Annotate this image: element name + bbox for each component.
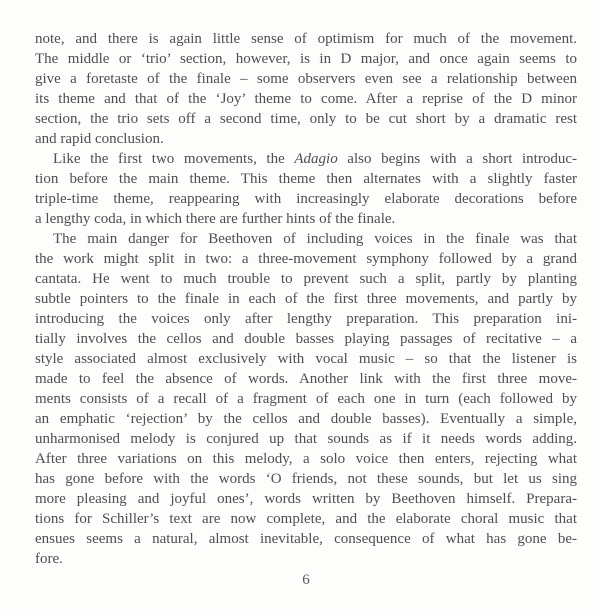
text-segment: introducing the voices only after lengthy preparation. This preparation ini-	[35, 311, 577, 327]
text-segment: note, and there is again little sense of optimism for much of the movement.	[35, 31, 577, 47]
text-line	[35, 109, 577, 129]
text-segment: section, the trio sets off a second time, only to be cut short by a dramatic rest	[35, 111, 577, 127]
text-line	[35, 549, 577, 569]
italic-text-segment: Adagio	[294, 151, 338, 167]
text-segment: its theme and that of the ‘Joy’ theme to come. After a reprise of the D minor	[35, 91, 577, 107]
text-line	[35, 309, 577, 329]
text-line	[35, 69, 577, 89]
text-line	[35, 189, 577, 209]
text-segment: tions for Schiller’s text are now complete, and the elaborate choral music that	[35, 511, 577, 527]
text-line	[35, 209, 577, 229]
text-line	[35, 169, 577, 189]
text-line	[35, 469, 577, 489]
text-line	[35, 129, 577, 149]
text-line	[35, 89, 577, 109]
page-number: 6	[302, 572, 310, 588]
text-segment: also begins with a short introduc-	[337, 151, 577, 167]
text-line	[35, 349, 577, 369]
text-line	[35, 389, 577, 409]
text-line	[35, 449, 577, 469]
text-segment: style associated almost exclusively with vocal music – so that the listener is	[35, 351, 577, 367]
text-line	[35, 529, 577, 549]
text-segment: subtle pointers to the finale in each of the first three movements, and partly by	[35, 291, 577, 307]
text-segment: tially involves the cellos and double basses playing passages of recitative – a	[35, 331, 577, 347]
text-segment: cantata. He went to much trouble to prevent such a split, partly by planting	[35, 271, 577, 287]
text-segment: ments consists of a recall of a fragment of each one in turn (each followed by	[35, 391, 577, 407]
text-segment: has gone before with the words ‘O friends, not these sounds, but let us sing	[35, 471, 577, 487]
text-line	[35, 329, 577, 349]
text-line	[35, 269, 577, 289]
text-line	[35, 369, 577, 389]
text-line	[35, 229, 577, 249]
text-segment: a lengthy coda, in which there are further hints of the finale.	[35, 211, 396, 227]
text-segment: give a foretaste of the finale – some observers even see a relationship between	[35, 71, 577, 87]
text-line	[35, 429, 577, 449]
text-segment: triple-time theme, reappearing with increasingly elaborate decorations before	[35, 191, 577, 207]
text-line	[35, 489, 577, 509]
text-segment: and rapid conclusion.	[35, 131, 164, 147]
body-text	[35, 29, 577, 569]
text-segment: After three variations on this melody, a solo voice then enters, rejecting what	[35, 451, 577, 467]
text-segment: The middle or ‘trio’ section, however, is in D major, and once again seems to	[35, 51, 577, 67]
text-line	[35, 509, 577, 529]
text-segment: unharmonised melody is conjured up that sounds as if it needs words adding.	[35, 431, 577, 447]
text-line	[35, 29, 577, 49]
text-segment: The main danger for Beethoven of including voices in the finale was that	[53, 231, 577, 247]
text-segment: the work might split in two: a three-movement symphony followed by a grand	[35, 251, 577, 267]
text-segment: tion before the main theme. This theme then alternates with a slightly faster	[35, 171, 577, 187]
text-line	[35, 249, 577, 269]
text-segment: more pleasing and joyful ones’, words written by Beethoven himself. Prepara-	[35, 491, 577, 507]
text-segment: Like the first two movements, the	[53, 151, 295, 167]
text-segment: an emphatic ‘rejection’ by the cellos and double basses). Eventually a simple,	[35, 411, 577, 427]
text-line	[35, 289, 577, 309]
text-segment: ensues seems a natural, almost inevitable, consequence of what has gone be-	[35, 531, 577, 547]
text-segment: made to feel the absence of words. Another link with the first three move-	[35, 371, 577, 387]
text-line	[35, 409, 577, 429]
text-line	[35, 149, 577, 169]
text-segment: fore.	[35, 551, 63, 567]
text-line	[35, 49, 577, 69]
